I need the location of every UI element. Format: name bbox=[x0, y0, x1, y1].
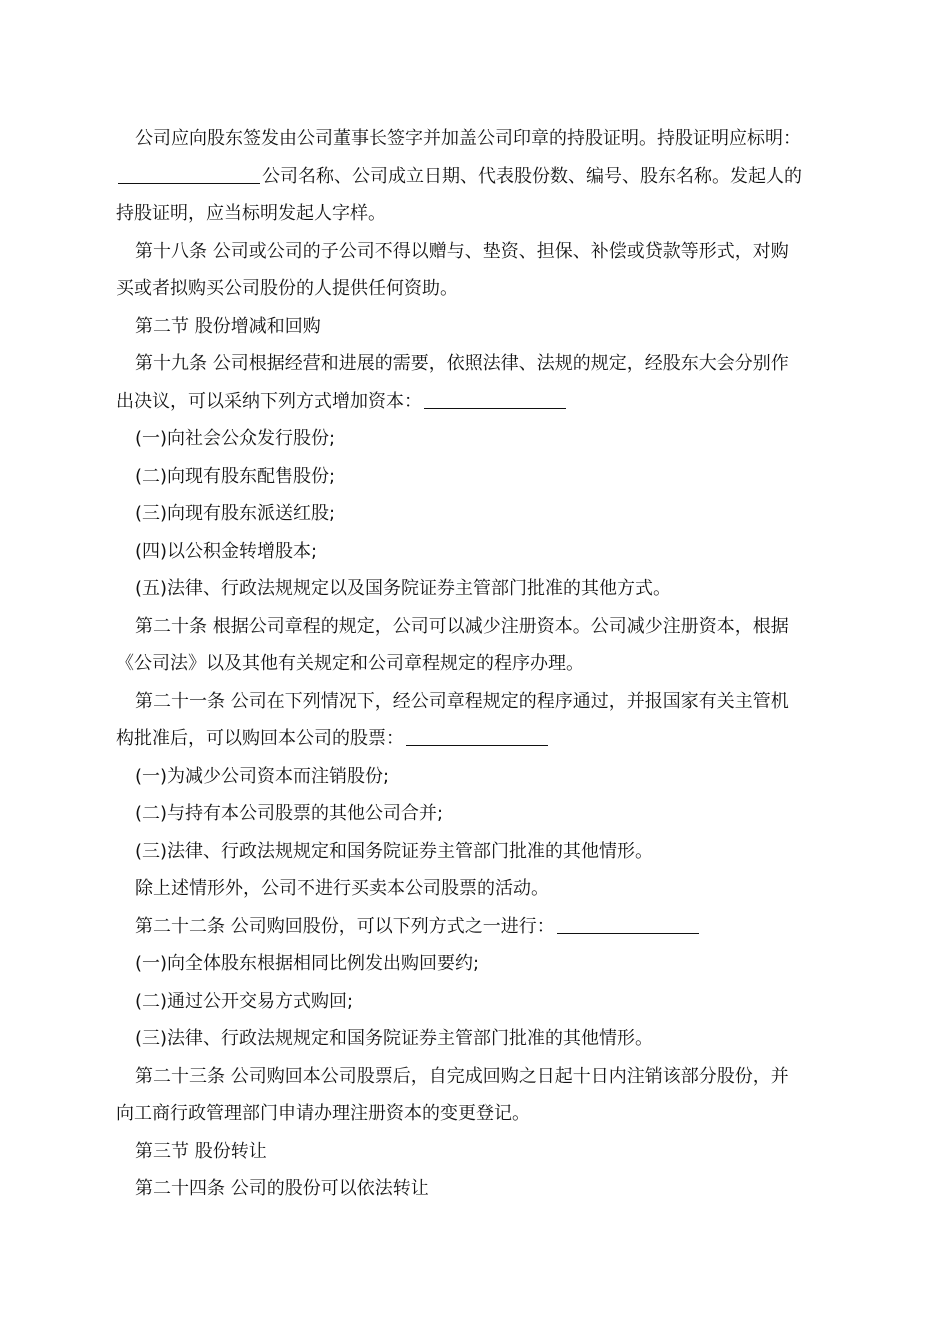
line-text: (一)向全体股东根据相同比例发出购回要约; bbox=[135, 953, 480, 974]
line-text: (二)通过公开交易方式购回; bbox=[135, 990, 354, 1012]
document-line bbox=[116, 799, 836, 837]
line-text: (三)法律、行政法规规定和国务院证券主管部门批准的其他情形。 bbox=[135, 1028, 654, 1049]
document-line bbox=[116, 1062, 836, 1100]
document-body bbox=[116, 124, 836, 1212]
line-text: 第二十三条 公司购回本公司股票后，自完成回购之日起十日内注销该部分股份，并 bbox=[135, 1065, 789, 1087]
document-line bbox=[116, 612, 836, 650]
document-line bbox=[116, 162, 836, 200]
document-line bbox=[116, 199, 836, 237]
fill-in-blank bbox=[557, 915, 699, 934]
document-line bbox=[116, 574, 836, 612]
document-line bbox=[116, 1174, 836, 1212]
document-line bbox=[116, 912, 836, 950]
line-text: 《公司法》以及其他有关规定和公司章程规定的程序办理。 bbox=[116, 653, 584, 674]
document-line bbox=[116, 687, 836, 725]
document-line bbox=[116, 312, 836, 350]
line-text: 第二十四条 公司的股份可以依法转让 bbox=[135, 1178, 429, 1199]
document-line bbox=[116, 237, 836, 275]
line-text: (二)与持有本公司股票的其他公司合并; bbox=[135, 803, 444, 824]
line-text: 向工商行政管理部门申请办理注册资本的变更登记。 bbox=[116, 1103, 530, 1124]
line-text: 构批准后，可以购回本公司的股票： bbox=[116, 728, 404, 749]
document-line bbox=[116, 762, 836, 800]
document-line bbox=[116, 1137, 836, 1175]
line-text: (一)为减少公司资本而注销股份; bbox=[135, 765, 390, 787]
line-text: 第十八条 公司或公司的子公司不得以赠与、垫资、担保、补偿或贷款等形式，对购 bbox=[135, 240, 789, 262]
line-text: (三)向现有股东派送红股; bbox=[135, 503, 336, 524]
document-line bbox=[116, 649, 836, 687]
document-line bbox=[116, 724, 836, 762]
document-line bbox=[116, 874, 836, 912]
document-line bbox=[116, 387, 836, 425]
document-line bbox=[116, 124, 836, 162]
line-text: 第二十一条 公司在下列情况下，经公司章程规定的程序通过，并报国家有关主管机 bbox=[135, 690, 789, 712]
line-text: (四)以公积金转增股本; bbox=[135, 540, 318, 562]
line-text: 持股证明，应当标明发起人字样。 bbox=[116, 203, 386, 224]
document-line bbox=[116, 424, 836, 462]
line-text: 第十九条 公司根据经营和进展的需要，依照法律、法规的规定，经股东大会分别作 bbox=[135, 353, 789, 374]
document-line bbox=[116, 274, 836, 312]
document-line bbox=[116, 1099, 836, 1137]
line-text: 除上述情形外，公司不进行买卖本公司股票的活动。 bbox=[135, 878, 549, 899]
document-line bbox=[116, 499, 836, 537]
fill-in-blank bbox=[406, 727, 548, 746]
document-line bbox=[116, 1024, 836, 1062]
line-text: 出决议，可以采纳下列方式增加资本： bbox=[116, 390, 422, 412]
line-text: 第三节 股份转让 bbox=[135, 1140, 267, 1162]
line-text: (五)法律、行政法规规定以及国务院证券主管部门批准的其他方式。 bbox=[135, 578, 672, 599]
fill-in-blank bbox=[118, 165, 260, 184]
document-line bbox=[116, 349, 836, 387]
line-text: (一)向社会公众发行股份; bbox=[135, 428, 336, 449]
line-text: 公司名称、公司成立日期、代表股份数、编号、股东名称。发起人的 bbox=[262, 165, 802, 187]
line-text: 买或者拟购买公司股份的人提供任何资助。 bbox=[116, 278, 458, 299]
line-text: (三)法律、行政法规规定和国务院证券主管部门批准的其他情形。 bbox=[135, 840, 654, 862]
document-line bbox=[116, 537, 836, 575]
line-text: 公司应向股东签发由公司董事长签字并加盖公司印章的持股证明。持股证明应标明： bbox=[135, 128, 801, 149]
line-text: 第二十二条 公司购回股份，可以下列方式之一进行： bbox=[135, 915, 555, 937]
document-line bbox=[116, 462, 836, 500]
document-line bbox=[116, 949, 836, 987]
document-line bbox=[116, 987, 836, 1025]
line-text: (二)向现有股东配售股份; bbox=[135, 465, 336, 487]
line-text: 第二十条 根据公司章程的规定，公司可以减少注册资本。公司减少注册资本，根据 bbox=[135, 615, 789, 637]
fill-in-blank bbox=[424, 390, 566, 409]
document-line bbox=[116, 837, 836, 875]
line-text: 第二节 股份增减和回购 bbox=[135, 315, 321, 337]
